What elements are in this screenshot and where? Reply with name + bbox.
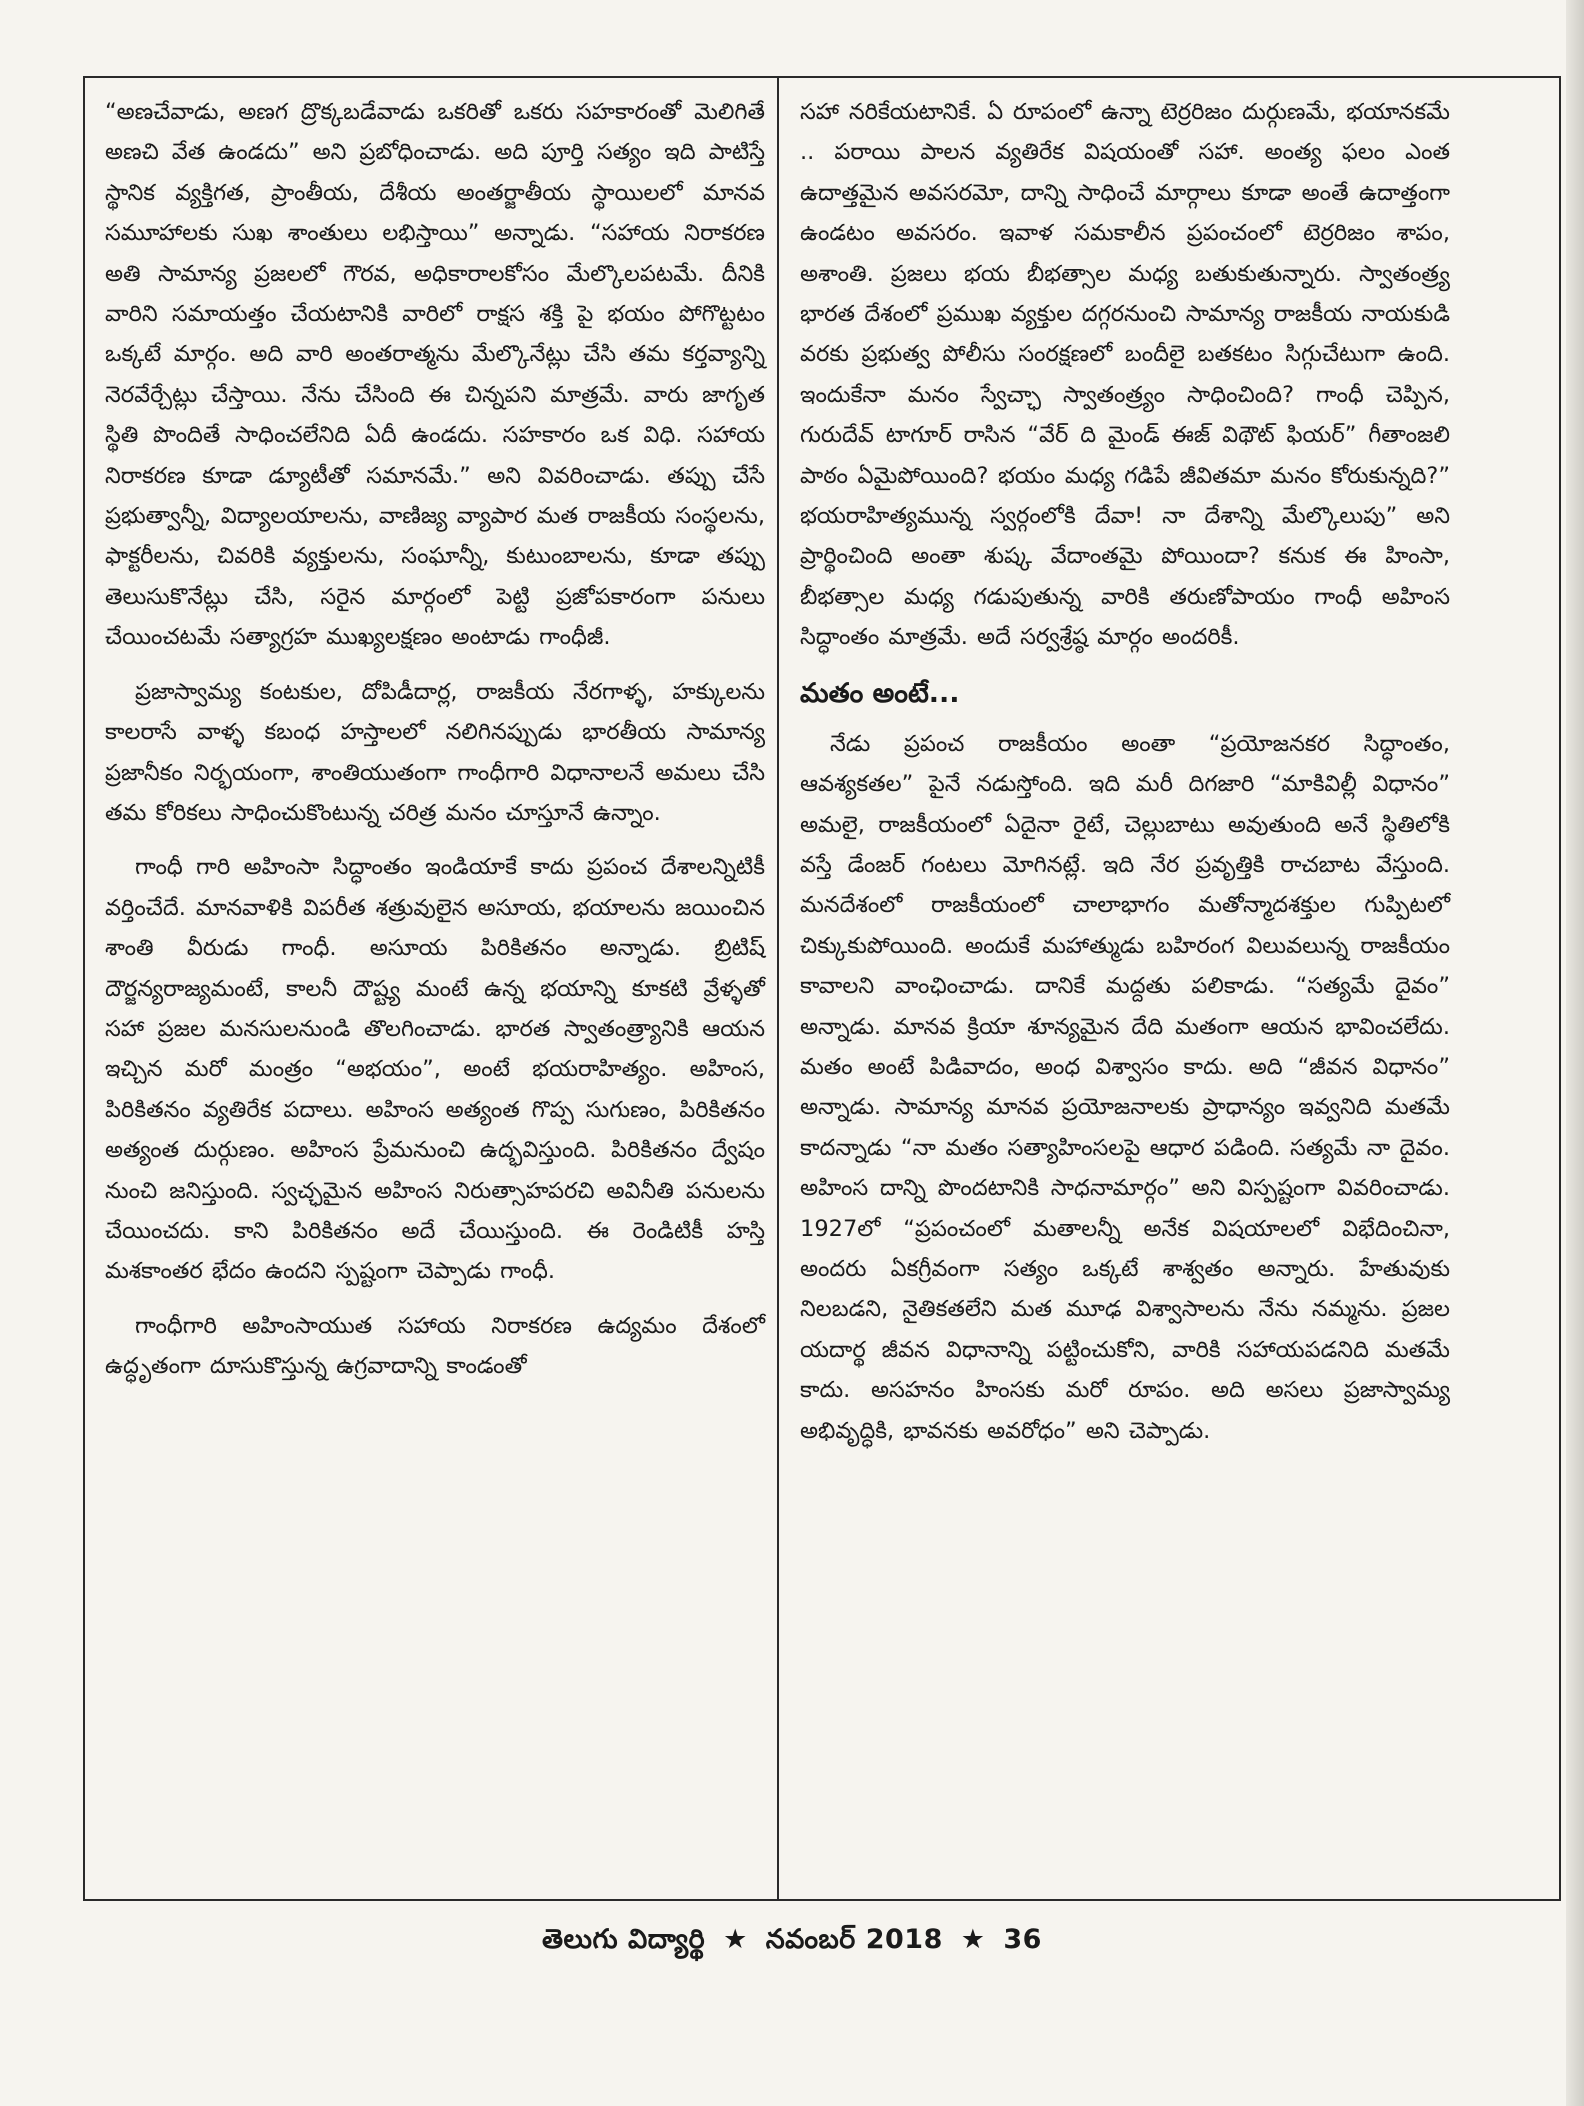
star-separator-2: ★ [960, 1924, 986, 1955]
right-column [800, 92, 1450, 1465]
paragraph: గాంధీగారి అహింసాయుత సహాయ నిరాకరణ ఉద్యమం దేశంలో ఉద్ధృతంగా దూసుకొస్తున్న ఉగ్రవాదాన్ని కాండంతో [105, 1312, 765, 1380]
paragraph: “అణచేవాడు, అణగ ద్రొక్కబడేవాడు ఒకరితో ఒకరు సహకారంతో మెలిగితే అణచి వేత ఉండదు” అని ప్రబోధించాడు. అది పూర్తి సత్యం ఇది పాటిస్తే స్థానిక వ్యక్తిగత, ప్రాంతీయ, దేశీయ అంతర్జాతీయ స్థాయిలలో మానవ సమూహాలకు సుఖ శాంతులు లభిస్తాయి” అన్నాడు. “సహాయ నిరాకరణ అతి సామాన్య ప్రజలలో గౌరవ, అధికారాలకోసం మేల్కొలపటమే. దీనికి వారిని సమాయత్తం చేయటానికి వారిలో రాక్షస శక్తి పై భయం పోగొట్టటం ఒక్కటే మార్గం. అది వారి అంతరాత్మను మేల్కొనేట్లు చేసి తమ కర్తవ్యాన్ని నెరవేర్చేట్లు చేస్తాయి. నేను చేసింది ఈ చిన్నపని మాత్రమే. వారు జాగృత స్థితి పొందితే సాధించలేనిది ఏదీ ఉండదు. సహకారం ఒక విధి. సహాయ నిరాకరణ కూడా డ్యూటీతో సమానమే.” అని వివరించాడు. తప్పు చేసే ప్రభుత్వాన్నీ, విద్యాలయాలను, వాణిజ్య వ్యాపార మత రాజకీయ సంస్థలను, ఫాక్టరీలను, చివరికి వ్యక్తులను, సంఘాన్నీ, కుటుంబాలను, కూడా తప్పు తెలుసుకొనేట్లు చేసి, సరైన మార్గంలో పెట్టి ప్రజోపకారంగా పనులు చేయించటమే సత్యాగ్రహ ముఖ్యలక్షణం అంటాడు గాంధీజీ. [105, 99, 765, 651]
left-column [105, 92, 765, 1401]
section-heading: మతం అంటే... [800, 677, 960, 709]
page-footer [0, 1924, 1584, 1962]
paragraph: ప్రజాస్వామ్య కంటకుల, దోపిడీదార్ల, రాజకీయ నేరగాళ్ళ, హక్కులను కాలరాసే వాళ్ళ కబంధ హస్తాలలో నలిగినప్పుడు భారతీయ సామాన్య ప్రజానీకం నిర్భయంగా, శాంతియుతంగా గాంధీగారి విధానాలనే అమలు చేసి తమ కోరికలు సాధించుకొంటున్న చరిత్ర మనం చూస్తూనే ఉన్నాం. [105, 678, 765, 826]
issue-date: నవంబర్ 2018 [765, 1924, 943, 1955]
paragraph: నేడు ప్రపంచ రాజకీయం అంతా “ప్రయోజనకర సిద్ధాంతం, ఆవశ్యకతల” పైనే నడుస్తోంది. ఇది మరీ దిగజారి “మాకివిల్లీ విధానం” అమలై, రాజకీయంలో ఏదైనా రైటే, చెల్లుబాటు అవుతుంది అనే స్థితిలోకి వస్తే డేంజర్ గంటలు మోగినట్లే. ఇది నేర ప్రవృత్తికి రాచబాట వేస్తుంది. మనదేశంలో రాజకీయంలో చాలాభాగం మతోన్మాదశక్తుల గుప్పిటలో చిక్కుకుపోయింది. అందుకే మహాత్ముడు బహిరంగ విలువలున్న రాజకీయం కావాలని వాంఛించాడు. దానికే మద్దతు పలికాడు. “సత్యమే దైవం” అన్నాడు. మానవ క్రియా శూన్యమైన దేది మతంగా ఆయన భావించలేదు. మతం అంటే పిడివాదం, అంధ విశ్వాసం కాదు. అది “జీవన విధానం” అన్నాడు. సామాన్య మానవ ప్రయోజనాలకు ప్రాధాన్యం ఇవ్వనిది మతమే కాదన్నాడు “నా మతం సత్యాహింసలపై ఆధార పడింది. సత్యమే నా దైవం. అహింస దాన్ని పొందటానికి సాధనామార్గం” అని విస్పష్టంగా వివరించాడు. 1927లో “ప్రపంచంలో మతాలన్నీ అనేక విషయాలలో విభేదించినా, అందరు ఏకగ్రీవంగా సత్యం ఒక్కటే శాశ్వతం అన్నారు. హేతువుకు నిలబడని, నైతికతలేని మత మూఢ విశ్వాసాలను నేను నమ్మను. ప్రజల యదార్థ జీవన విధానాన్ని పట్టించుకోని, వారికి సహాయపడనిది మతమే కాదు. అసహనం హింసకు మరో రూపం. అది అసలు ప్రజాస్వామ్య అభివృద్ధికి, భావనకు అవరోధం” అని చెప్పాడు. [800, 730, 1450, 1444]
column-divider [777, 76, 779, 1901]
paragraph: సహా నరికేయటానికే. ఏ రూపంలో ఉన్నా టెర్రరిజం దుర్గుణమే, భయానకమే .. పరాయి పాలన వ్యతిరేక విషయంతో సహా. అంత్య ఫలం ఎంత ఉదాత్తమైన అవసరమో, దాన్ని సాధించే మార్గాలు కూడా అంతే ఉదాత్తంగా ఉండటం అవసరం. ఇవాళ సమకాలీన ప్రపంచంలో టెర్రరిజం శాపం, అశాంతి. ప్రజలు భయ బీభత్సాల మధ్య బతుకుతున్నారు. స్వాతంత్ర్య భారత దేశంలో ప్రముఖ వ్యక్తుల దగ్గరనుంచి సామాన్య రాజకీయ నాయకుడి వరకు ప్రభుత్వ పోలీసు సంరక్షణలో బందీలై బతకటం సిగ్గుచేటుగా ఉంది. ఇందుకేనా మనం స్వేచ్ఛా స్వాతంత్ర్యం సాధించింది? గాంధీ చెప్పిన, గురుదేవ్ టాగూర్ రాసిన “వేర్ ది మైండ్ ఈజ్ విథౌట్ ఫియర్” గీతాంజలి పాఠం ఏమైపోయింది? భయం మధ్య గడిపే జీవితమా మనం కోరుకున్నది?” భయరాహిత్యమున్న స్వర్గంలోకి దేవా! నా దేశాన్ని మేల్కొలుపు” అని ప్రార్థించింది అంతా శుష్క వేదాంతమై పోయిందా? కనుక ఈ హింసా, బీభత్సాల మధ్య గడుపుతున్న వారికి తరుణోపాయం గాంధీ అహింస సిద్ధాంతం మాత్రమే. అదే సర్వశ్రేష్ఠ మార్గం అందరికీ. [800, 99, 1450, 651]
magazine-name: తెలుగు విద్యార్థి [542, 1924, 706, 1955]
page-edge-shadow [1566, 0, 1584, 2106]
star-separator-1: ★ [723, 1924, 748, 1955]
page-number: 36 [1003, 1924, 1042, 1955]
paragraph: గాంధీ గారి అహింసా సిద్ధాంతం ఇండియాకే కాదు ప్రపంచ దేశాలన్నిటికీ వర్తించేదే. మానవాళికి విపరీత శత్రువులైన అసూయ, భయాలను జయించిన శాంతి వీరుడు గాంధీ. అసూయ పిరికితనం అన్నాడు. బ్రిటిష్ దౌర్జన్యరాజ్యమంటే, కాలనీ దౌష్ట్య మంటే ఉన్న భయాన్ని కూకటి వ్రేళ్ళతో సహా ప్రజల మనసులనుండి తొలగించాడు. భారత స్వాతంత్ర్యానికి ఆయన ఇచ్చిన మరో మంత్రం “అభయం”, అంటే భయరాహిత్యం. అహింస, పిరికితనం వ్యతిరేక పదాలు. అహింస అత్యంత గొప్ప సుగుణం, పిరికితనం అత్యంత దుర్గుణం. అహింస ప్రేమనుంచి ఉద్భవిస్తుంది. పిరికితనం ద్వేషం నుంచి జనిస్తుంది. స్వచ్ఛమైన అహింస నిరుత్సాహపరచి అవినీతి పనులను చేయించదు. కాని పిరికితనం అదే చేయిస్తుంది. ఈ రెండిటికీ హస్తి మశకాంతర భేదం ఉందని స్పష్టంగా చెప్పాడు గాంధీ. [105, 854, 765, 1285]
